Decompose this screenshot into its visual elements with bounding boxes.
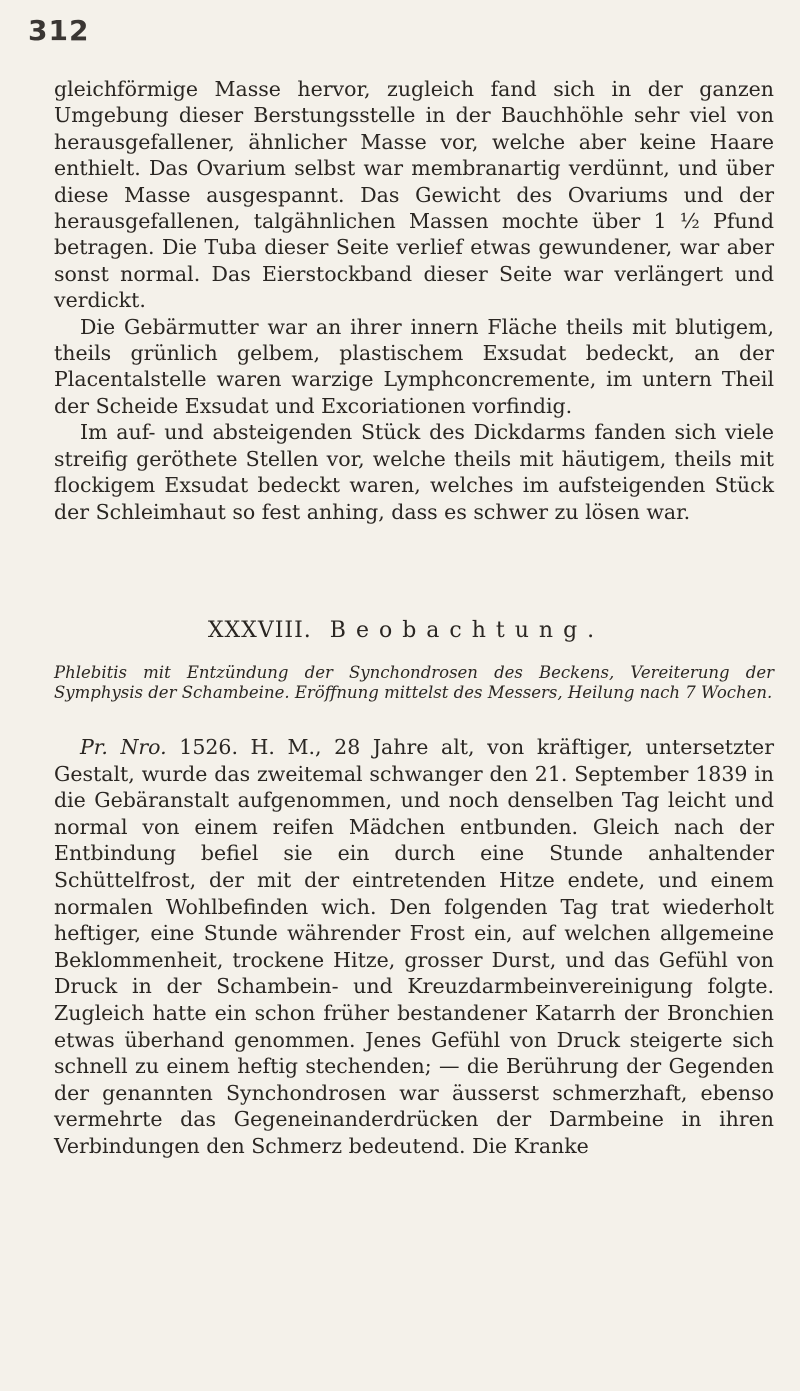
heading-word: Beobachtung. (329, 618, 605, 643)
case-summary: Phlebitis mit Entzündung der Synchondrosen des Beckens, Vereiterung der Symphysis der Schambeine. Eröffnung mittelst des Messers, Heilung nach 7 Wochen. (54, 663, 774, 702)
section-heading (86, 618, 726, 643)
paragraph-ovarium: gleichförmige Masse hervor, zugleich fand sich in der ganzen Umgebung dieser Berstungsstelle in der Bauchhöhle sehr viel von herausgefallener, ähnlicher Masse vor, welche aber keine Haare enthielt. Das Ovarium selbst war membranartig verdünnt, und über diese Masse ausgespannt. Das Gewicht des Ovariums und der herausgefallenen, talgähnlichen Massen mochte über 1 ½ Pfund betragen. Die Tuba dieser Seite verlief etwas gewundener, war aber sonst normal. Das Eierstockband dieser Seite war verlängert und verdickt. (54, 77, 774, 313)
case-description (54, 734, 774, 1160)
paragraph-dickdarm: Im auf- und absteigenden Stück des Dickdarms fanden sich viele streifig geröthete Stellen vor, welche theils mit häutigem, theils mit flockigem Exsudat bedeckt waren, welches im aufsteigenden Stück der Schleimhaut so fest anhing, dass es schwer zu lösen war. (54, 420, 774, 524)
continued-case-text (54, 76, 774, 525)
heading-number: XXXVIII. (207, 618, 312, 643)
case-body: 1526. H. M., 28 Jahre alt, von kräftiger, untersetzter Gestalt, wurde das zweitemal schwanger den 21. September 1839 in die Gebäranstalt aufgenommen, und noch denselben Tag leicht und normal von einem reifen Mädchen entbunden. Gleich nach der Entbindung befiel sie ein durch eine Stunde anhaltender Schüttelfrost, der mit der eintretenden Hitze endete, und einem normalen Wohlbefinden wich. Den folgenden Tag trat wiederholt heftiger, eine Stunde währender Frost ein, auf welchen allgemeine Beklommenheit, trockene Hitze, grosser Durst, und das Gefühl von Druck in der Schambein- und Kreuzdarmbeinvereinigung folgte. Zugleich hatte ein schon früher bestandener Katarrh der Bronchien etwas überhand genommen. Jenes Gefühl von Druck steigerte sich schnell zu einem heftig stechenden; — die Berührung der Gegenden der genannten Synchondrosen war äusserst schmerzhaft, ebenso vermehrte das Gegeneinanderdrücken der Darmbeine in ihren Verbindungen den Schmerz bedeutend. Die Kranke (54, 735, 774, 1158)
case-label: Pr. Nro. (80, 735, 167, 759)
paragraph-gebaermutter: Die Gebärmutter war an ihrer innern Fläche theils mit blutigem, theils grünlich gelbem, plastischem Exsudat bedeckt, an der Placentalstelle waren warzige Lymphconcremente, im untern Theil der Scheide Exsudat und Excoriationen vorfindig. (54, 314, 774, 418)
page-number: 312 (28, 14, 90, 47)
